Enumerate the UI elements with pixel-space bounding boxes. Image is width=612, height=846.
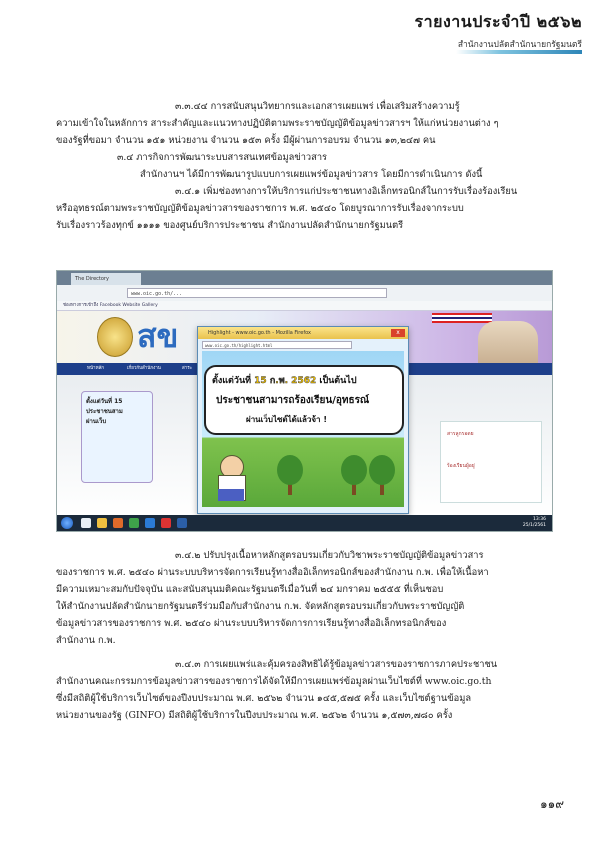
paragraph-line: ให้สำนักงานปลัดสำนักนายกรัฐมนตรีร่วมมือกับสำนักงาน ก.พ. จัดหลักสูตรอบรมเกี่ยวกับพระราชบัญญัติ [56,601,465,612]
paragraph-line: สำนักงานคณะกรรมการข้อมูลข่าวสารของราชการได้จัดให้มีการเผยแพร่ข้อมูลผ่านเว็บไซต์ที่ www.oic.go.th [56,676,492,687]
tree-icon [341,455,367,485]
sidebar-link[interactable]: สารลูกรอดย [447,431,474,437]
paragraph-line: มีความเหมาะสมกับปัจจุบัน และสนับสนุนมติคณะรัฐมนตรีเมื่อวันที่ ๒๔ มกราคม ๒๕๕๕ ที่เห็นชอบ [56,584,444,595]
windows-taskbar [57,515,552,531]
paragraph-line: ซึ่งมีสถิติผู้ใช้บริการเว็บไซต์ของปีงบประมาณ พ.ศ. ๒๕๖๒ จำนวน ๑๔๕,๕๗๕ ครั้ง และเว็บไซต์ฐานข้อมูล [56,693,472,704]
browser-addressbar [57,285,552,302]
nav-item[interactable]: เกี่ยวกับสำนักงาน [127,366,161,371]
bubble-line [212,373,357,387]
ie-icon[interactable] [145,518,155,528]
embedded-screenshot [56,270,553,532]
speech-bubble [204,365,404,435]
paragraph-line: ของรัฐที่ขอมา จำนวน ๑๕๑ หน่วยงาน จำนวน ๑๕๓ ครั้ง มีผู้ผ่านการอบรม จำนวน ๑๓,๒๔๗ คน [56,135,436,146]
firefox-icon[interactable] [113,518,123,528]
bubble-line: ประชาชนสามารถร้องเรียน/อุทธรณ์ [216,395,370,406]
clock-time: 13:36 [533,517,546,522]
tree-icon [277,455,303,485]
start-button-icon[interactable] [61,517,73,529]
report-title: รายงานประจำปี ๒๕๖๒ [414,12,582,31]
popup-titlebar: Highlight - www.oic.go.th - Mozilla Firefox [198,327,408,339]
popup-text: ตั้งแต่วันที่ 15 [86,398,123,405]
paragraph-line: ๓.๔.๒ ปรับปรุงเนื้อหาหลักสูตรอบรมเกี่ยวกับวิชาพระราชบัญญัติข้อมูลข่าวสาร [175,550,484,561]
site-sidebar [440,421,542,503]
word-icon[interactable] [177,518,187,528]
paragraph-line: สำนักงาน ก.พ. [56,635,116,646]
header-accent-bar [456,50,582,54]
background-popup [81,391,153,483]
thai-flag-icon [432,313,492,323]
popup-text: ประชาชนสาม [86,408,123,415]
palace-image [478,321,538,363]
paragraph-line: ข้อมูลข่าวสารของราชการ พ.ศ. ๒๕๔๐ ผ่านระบบบริหารจัดการการเรียนรู้ทางสื่ออิเล็กทรอนิกส์ของ [56,618,447,629]
popup-illustration [202,351,404,507]
browser-tab[interactable]: The Directory [71,273,141,285]
paragraph-line: ๓.๔.๓ การเผยแพร่และคุ้มครองสิทธิได้รู้ข้อมูลข่าวสารของราชการภาคประชาชน [175,659,498,670]
paragraph-line: ของราชการ พ.ศ. ๒๕๔๐ ผ่านระบบบริหารจัดการเรียนรู้ทางสื่ออิเล็กทรอนิกส์ของสำนักงาน ก.พ. เพื่อให้เนื้อหา [56,567,489,578]
mascot-icon [218,489,244,501]
page-number: ๑๑๙ [539,797,564,811]
paragraph-line: หน่วยงานของรัฐ (GINFO) มีสถิติผู้ใช้บริการในปีงบประมาณ พ.ศ. ๒๕๖๒ จำนวน ๑,๕๗๓,๗๘๐ ครั้ง [56,710,453,721]
url-field[interactable]: www.oic.go.th/... [127,288,387,298]
popup-text: ผ่านเว็บ [86,418,107,425]
bubble-text: ตั้งแต่วันที่ [212,376,255,386]
highlight-popup-window [197,326,409,514]
emblem-icon [97,317,133,357]
paragraph-line: หรืออุทธรณ์ตามพระราชบัญญัติข้อมูลข่าวสารของราชการ พ.ศ. ๒๕๔๐ โดยบูรณาการรับเรื่องจากระบบ [56,203,464,214]
paragraph-line: ความเข้าใจในหลักการ สาระสำคัญและแนวทางปฏิบัติตามพระราชบัญญัติข้อมูลข่าวสารฯ ให้แก่หน่วยงานต่าง ๆ [56,118,499,129]
bubble-text: เป็นต้นไป [316,376,357,386]
site-logo-text: สข [137,317,179,355]
popup-url-field[interactable]: www.oic.go.th/highlight.html [202,341,352,349]
folder-icon[interactable] [97,518,107,528]
bookmarks-bar: ช่องทางการเข้าถึง Facebook Website Gallery [57,301,552,311]
taskbar-clock [523,517,546,529]
app-icon[interactable] [81,518,91,528]
nav-item[interactable]: สาระ [182,366,193,371]
app-icon[interactable] [161,518,171,528]
chrome-icon[interactable] [129,518,139,528]
close-icon[interactable]: x [391,329,405,337]
nav-item[interactable]: หน้าหลัก [87,366,105,371]
tree-icon [369,455,395,485]
paragraph-line: ๓.๓.๔๔ การสนับสนุนวิทยากรและเอกสารเผยแพร่ เพื่อเสริมสร้างความรู้ [175,101,460,112]
paragraph-line: ๓.๔.๑ เพิ่มช่องทางการให้บริการแก่ประชาชนทางอิเล็กทรอนิกส์ในการรับเรื่องร้องเรียน [175,186,518,197]
section-heading: ๓.๔ ภารกิจการพัฒนาระบบสารสนเทศข้อมูลข่าวสาร [117,152,328,163]
clock-date: 25/1/2561 [522,523,546,528]
paragraph-line: สำนักงานฯ ได้มีการพัฒนารูปแบบการเผยแพร่ข้อมูลข่าวสาร โดยมีการดำเนินการ ดังนี้ [140,169,483,180]
report-subtitle: สำนักงานปลัดสำนักนายกรัฐมนตรี [457,40,582,50]
bubble-line: ผ่านเว็บไซต์ได้แล้วจ้า ! [246,415,327,424]
browser-tabbar [57,271,552,285]
paragraph-line: รับเรื่องราวร้องทุกข์ ๑๑๑๑ ของศูนย์บริการประชาชน สำนักงานปลัดสำนักนายกรัฐมนตรี [56,220,404,231]
page-header [415,10,582,51]
sidebar-link[interactable]: ร้องเรียนผู้อยู่ [447,463,475,469]
bubble-date: 15 ก.พ. 2562 [254,376,317,386]
